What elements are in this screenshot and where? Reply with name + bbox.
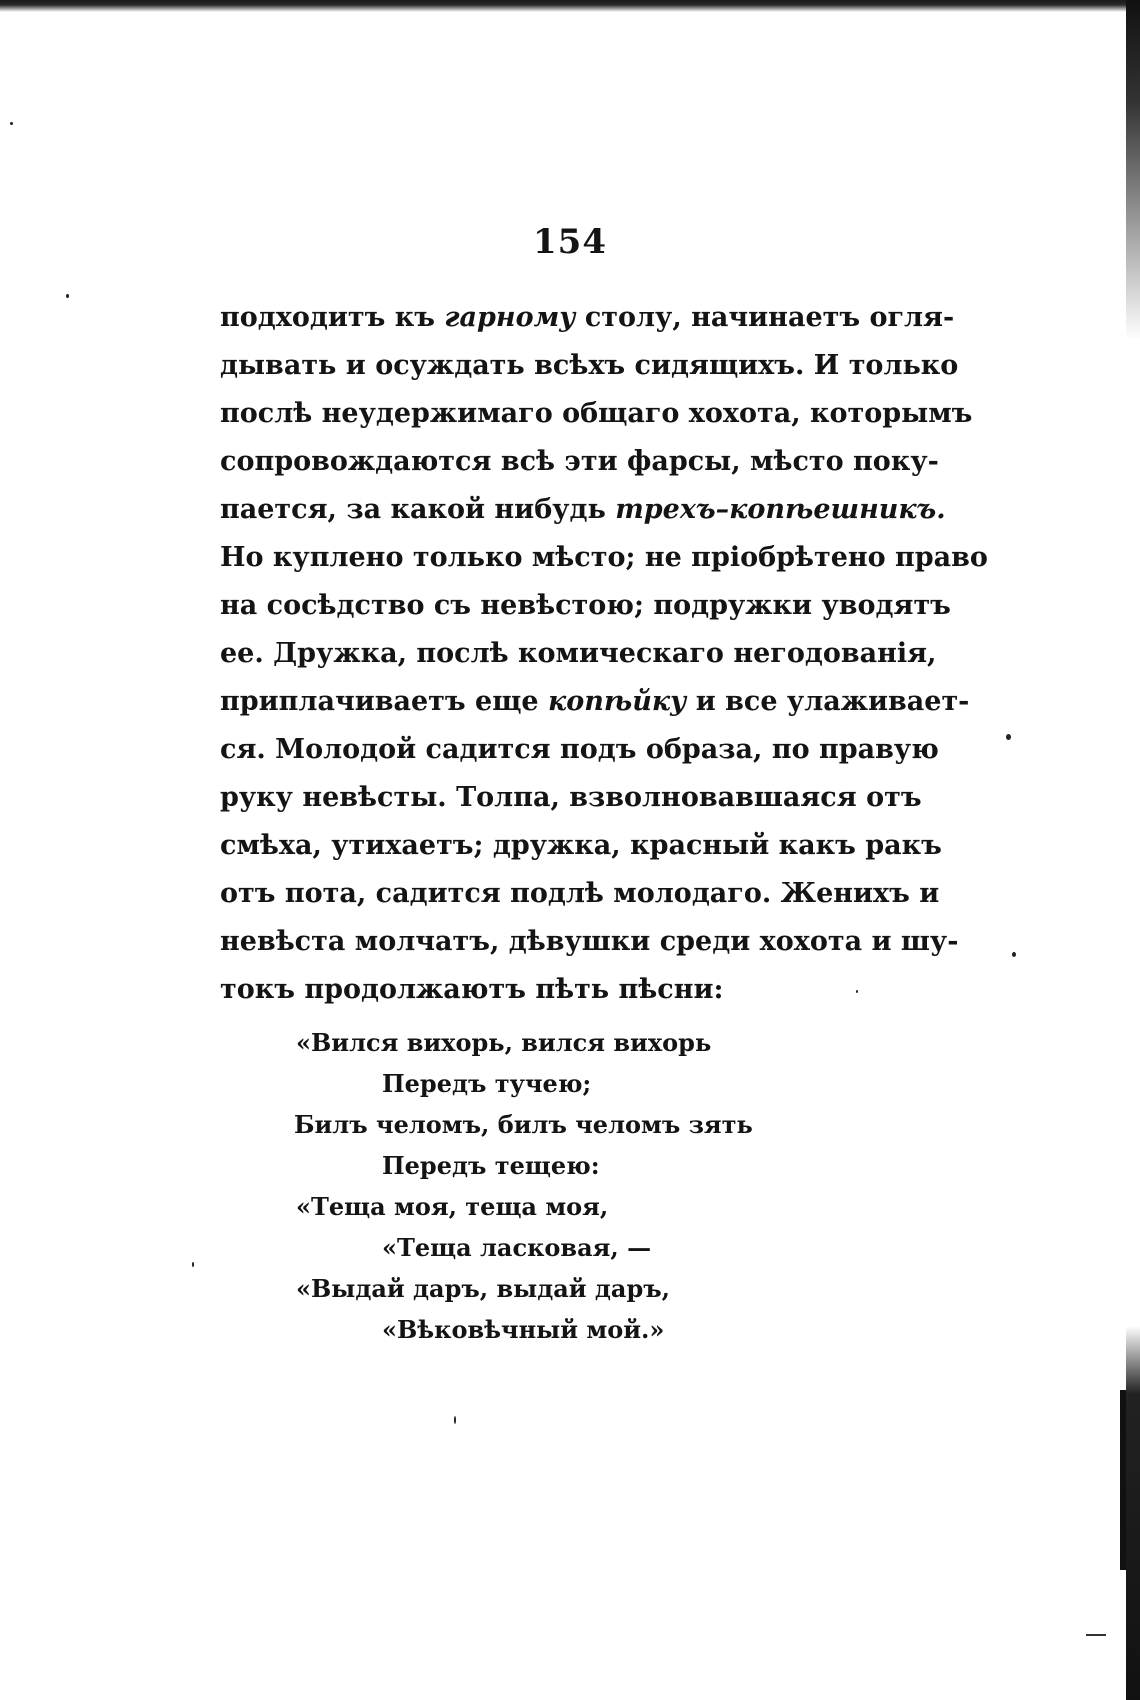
text-line: ся. Молодой садится подъ образа, по правую <box>220 734 939 765</box>
verse-line: «Вѣковѣчный мой.» <box>382 1315 665 1344</box>
text-line: ее. Дружка, послѣ комическаго негодованія, <box>220 638 937 669</box>
text-line: подходитъ къ гарному столу, начинаетъ огля- <box>220 302 955 333</box>
verse-line: «Выдай даръ, выдай даръ, <box>296 1274 671 1303</box>
page-number: 154 <box>533 222 607 262</box>
scan-speck <box>66 294 69 298</box>
text-line: невѣста молчатъ, дѣвушки среди хохота и шу- <box>220 926 959 957</box>
scan-speck <box>454 1416 456 1424</box>
body-text <box>220 294 988 1014</box>
text-line: приплачиваетъ еще копѣйку и все улаживает- <box>220 686 970 717</box>
verse-line: «Вился вихорь, вился вихорь <box>296 1028 712 1057</box>
verse-line: Билъ челомъ, билъ челомъ зять <box>294 1110 753 1139</box>
text-line: послѣ неудержимаго общаго хохота, которымъ <box>220 398 973 429</box>
song-verse <box>296 1022 816 1350</box>
scan-speck <box>1006 734 1011 740</box>
text-line: токъ продолжаютъ пѣть пѣсни: <box>220 974 724 1005</box>
scan-speck <box>1012 952 1016 957</box>
scan-speck <box>192 1262 194 1267</box>
verse-line: Передъ тучею; <box>382 1069 592 1098</box>
verse-line: «Теща ласковая, — <box>382 1233 652 1262</box>
text-line: руку невѣсты. Толпа, взволновавшаяся отъ <box>220 782 922 813</box>
scan-speck <box>10 122 13 125</box>
text-line: на сосѣдство съ невѣстою; подружки уводятъ <box>220 590 951 621</box>
text-line: сопровождаются всѣ эти фарсы, мѣсто поку- <box>220 446 939 477</box>
text-line: смѣха, утихаетъ; дружка, красный какъ ракъ <box>220 830 942 861</box>
text-line: дывать и осуждать всѣхъ сидящихъ. И только <box>220 350 959 381</box>
scan-binding-shadow <box>1120 1390 1126 1570</box>
text-line: пается, за какой нибудь трехъ–копѣешникъ. <box>220 494 946 525</box>
text-line: Но куплено только мѣсто; не пріобрѣтено право <box>220 542 988 573</box>
verse-line: Передъ тещею: <box>382 1151 600 1180</box>
scan-top-edge <box>0 0 1140 12</box>
verse-line: «Теща моя, теща моя, <box>296 1192 609 1221</box>
text-line: отъ пота, садится подлѣ молодаго. Женихъ и <box>220 878 940 909</box>
scan-margin-mark <box>1086 1634 1106 1636</box>
